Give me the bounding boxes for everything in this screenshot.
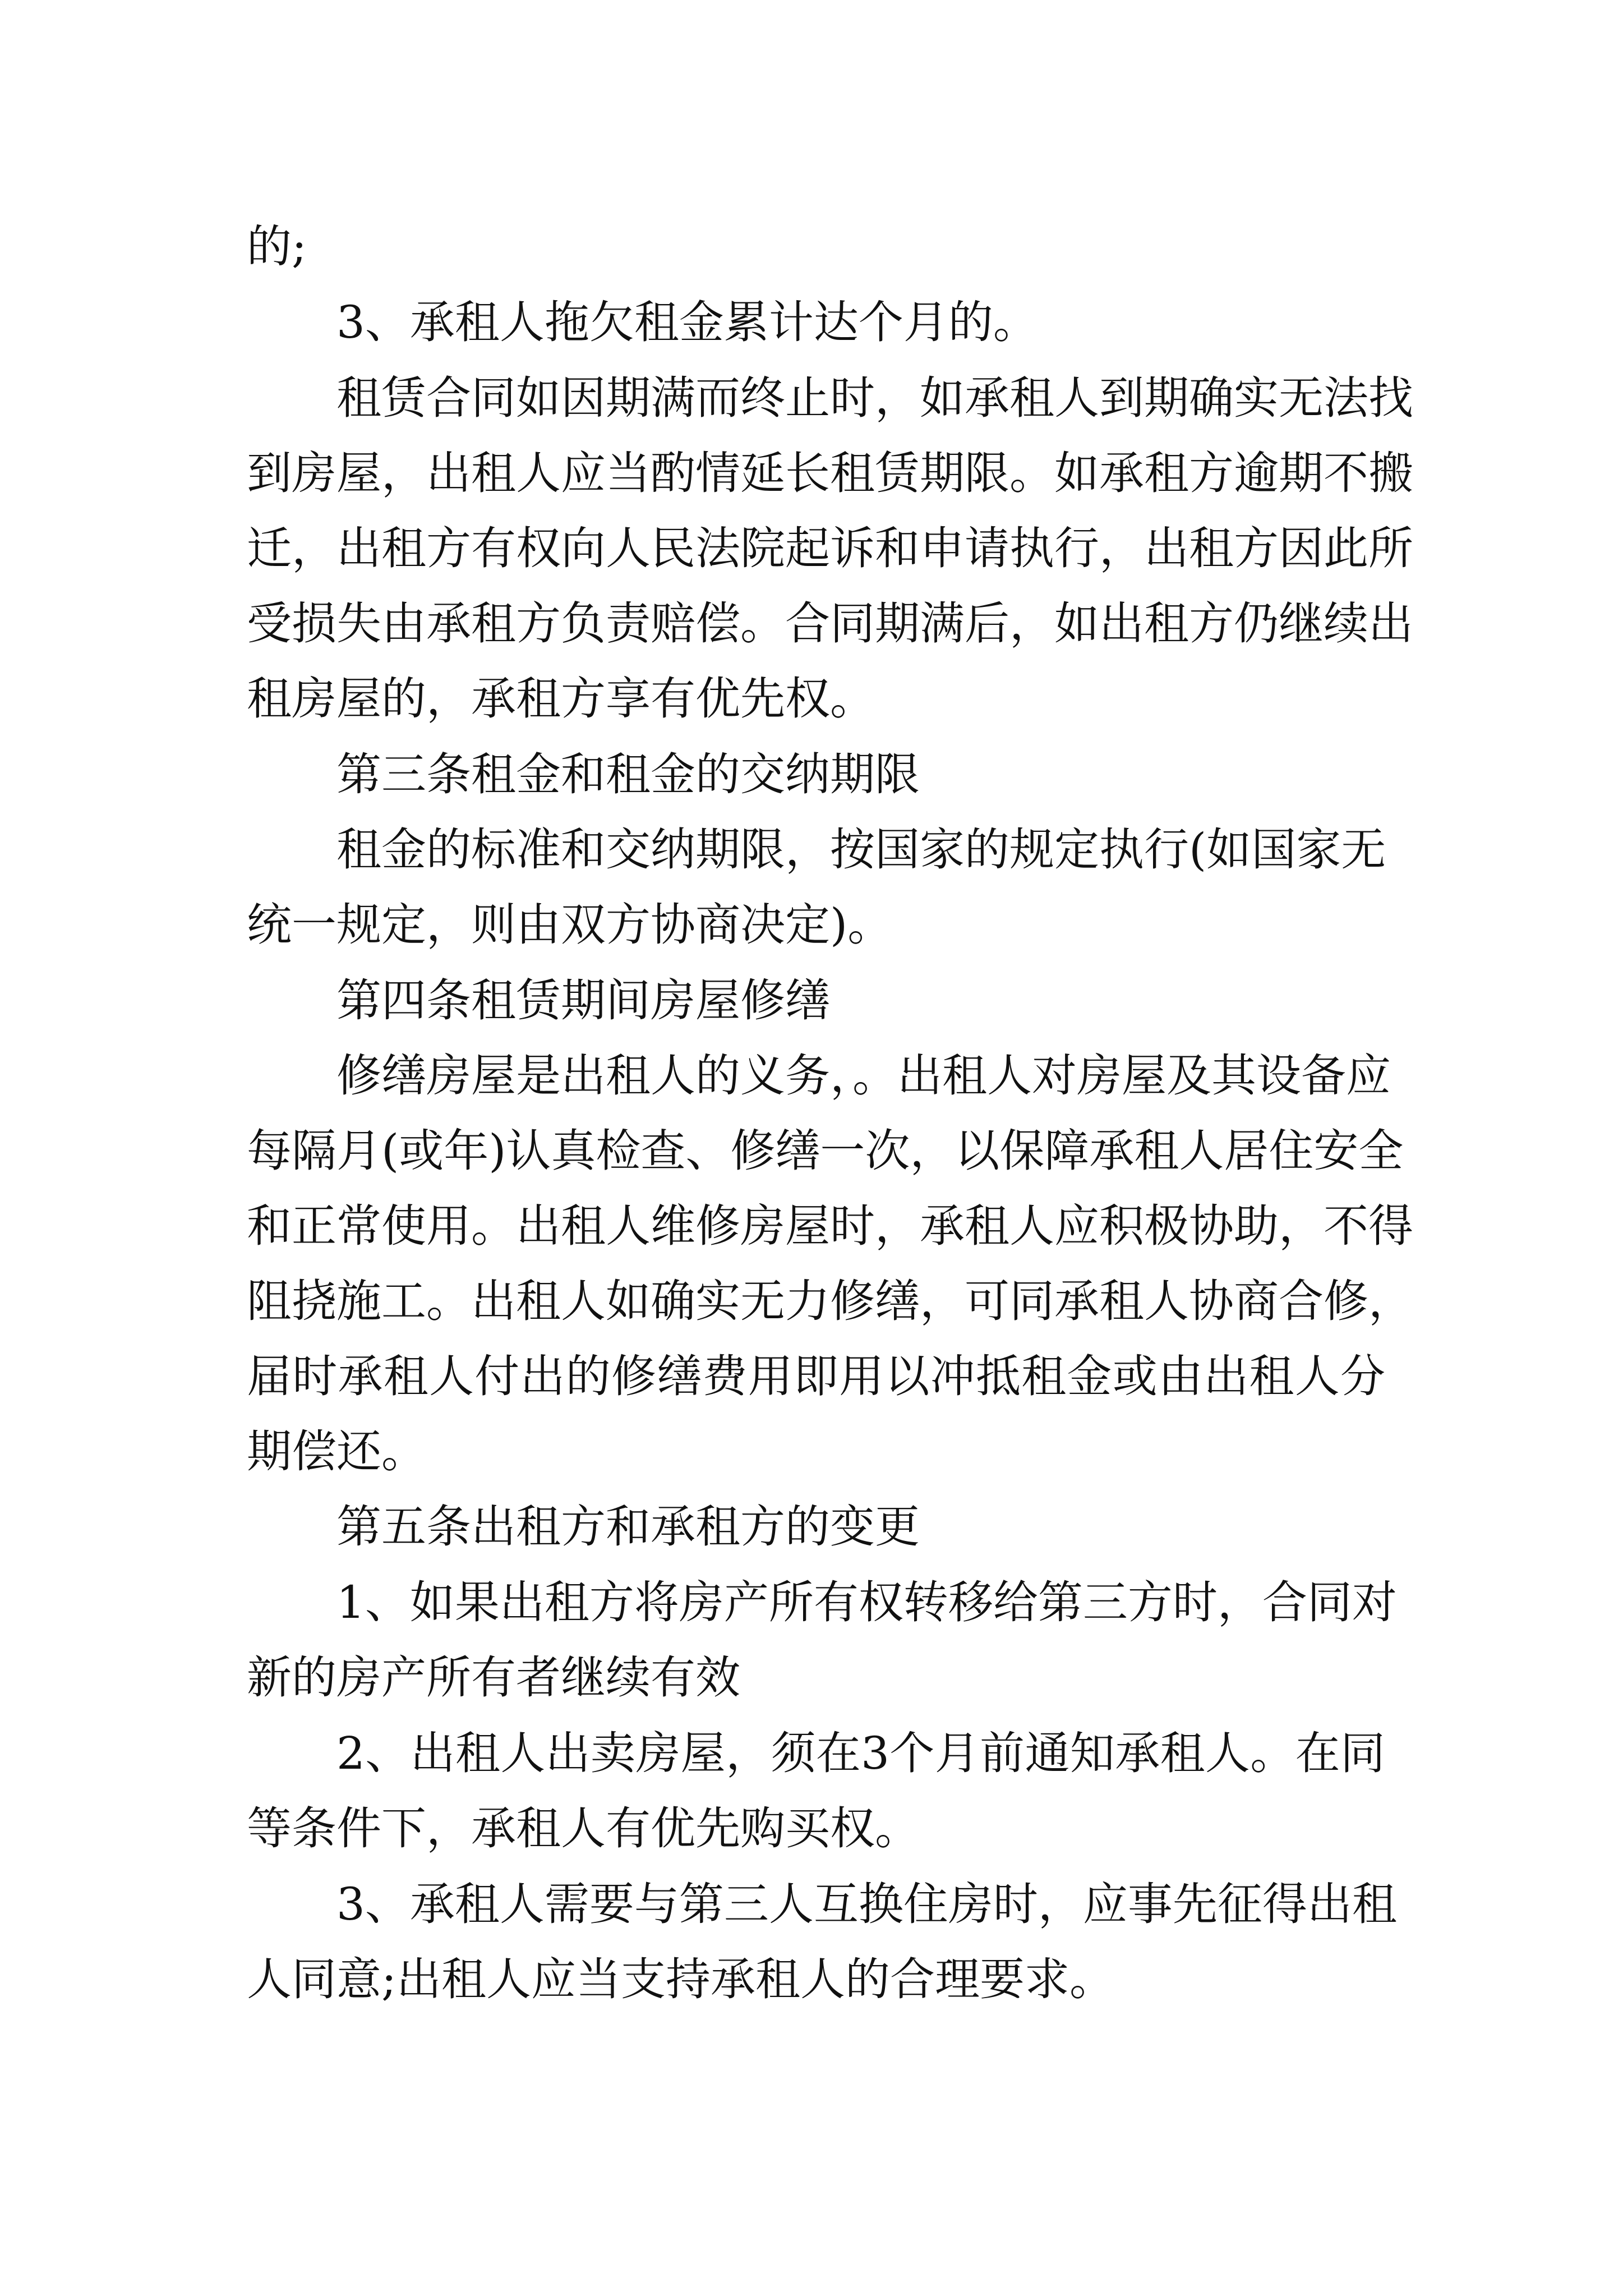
paragraph-line: 每隔月(或年)认真检查、修缮一次，以保障承租人居住安全 <box>247 1125 1404 1177</box>
paragraph-line: 迁，出租方有权向人民法院起诉和申请执行，出租方因此所 <box>247 522 1413 574</box>
paragraph-line: 租金的标准和交纳期限，按国家的规定执行(如国家无 <box>336 823 1386 876</box>
paragraph-line: 人同意;出租人应当支持承租人的合理要求。 <box>247 1953 1114 2005</box>
paragraph-line: 修缮房屋是出租人的义务，。出租人对房屋及其设备应 <box>336 1050 1391 1102</box>
paragraph-line: 租房屋的，承租方享有优先权。 <box>247 673 875 725</box>
paragraph-line: 到房屋，出租人应当酌情延长租赁期限。如承租方逾期不搬 <box>247 447 1413 499</box>
paragraph-continuation-line: 的; <box>247 220 307 273</box>
article-3-heading: 第三条租金和租金的交纳期限 <box>336 748 920 800</box>
paragraph-line: 受损失由承租方负责赔偿。合同期满后，如出租方仍继续出 <box>247 597 1413 650</box>
clause-3-arrears-line: 3、承租人拖欠租金累计达个月的。 <box>336 296 1038 348</box>
paragraph-line: 和正常使用。出租人维修房屋时，承租人应积极协助，不得 <box>247 1200 1413 1252</box>
paragraph-line: 阻挠施工。出租人如确实无力修缮，可同承租人协商合修， <box>247 1275 1413 1327</box>
paragraph-line: 统一规定，则由双方协商决定)。 <box>247 899 893 951</box>
paragraph-line: 届时承租人付出的修缮费用即用以冲抵租金或由出租人分 <box>247 1350 1385 1402</box>
paragraph-line: 期偿还。 <box>247 1425 426 1478</box>
clause-1-line: 1、如果出租方将房产所有权转移给第三方时，合同对 <box>336 1576 1397 1628</box>
article-4-heading: 第四条租赁期间房屋修缮 <box>336 974 830 1027</box>
paragraph-line: 等条件下，承租人有优先购买权。 <box>247 1802 920 1855</box>
clause-2-line: 2、出租人出卖房屋，须在3个月前通知承租人。在同 <box>336 1727 1385 1779</box>
paragraph-line: 租赁合同如因期满而终止时，如承租人到期确实无法找 <box>336 372 1413 424</box>
paragraph-line: 新的房产所有者继续有效 <box>247 1651 740 1704</box>
clause-3-line: 3、承租人需要与第三人互换住房时，应事先征得出租 <box>336 1878 1397 1930</box>
article-5-heading: 第五条出租方和承租方的变更 <box>336 1501 920 1553</box>
